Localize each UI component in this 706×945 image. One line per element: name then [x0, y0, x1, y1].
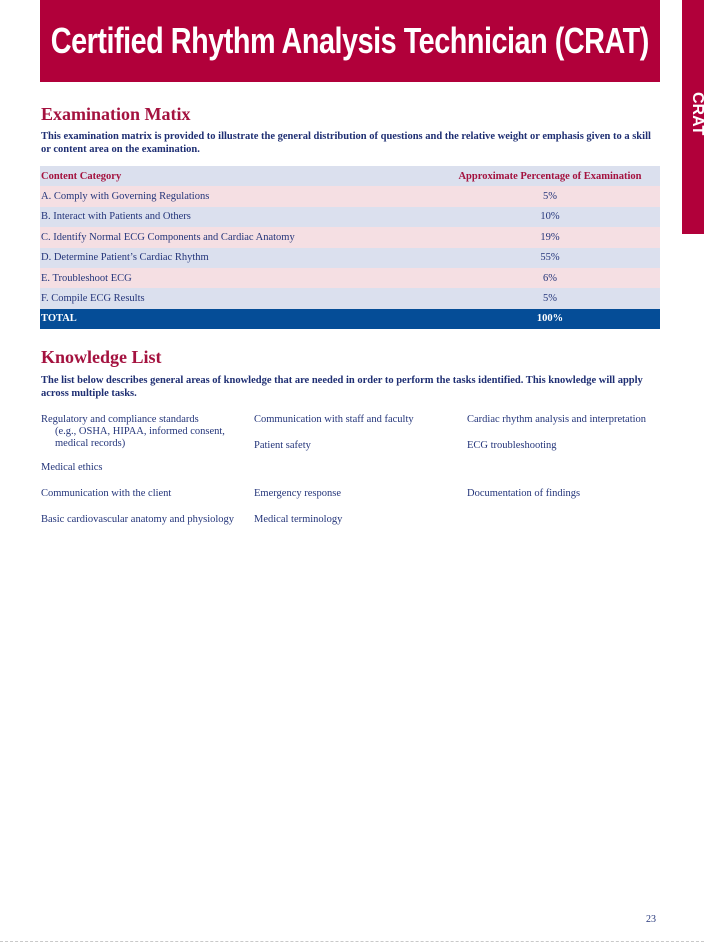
knowledge-item-label: Regulatory and compliance standards [41, 414, 199, 425]
column-header-percentage: Approximate Percentage of Examination [458, 170, 642, 182]
title-banner [40, 0, 660, 82]
total-percentage: 100% [536, 313, 564, 325]
category-cell: B. Interact with Patients and Others [41, 211, 191, 223]
category-cell: C. Identify Normal ECG Components and Cardiac Anatomy [41, 231, 295, 243]
list-item: Medical terminology [254, 514, 343, 525]
total-label: TOTAL [41, 313, 77, 325]
list-item: Documentation of findings [467, 488, 581, 499]
percentage-cell: 6% [543, 272, 557, 284]
list-item: Emergency response [254, 488, 341, 499]
percentage-cell: 55% [540, 252, 560, 264]
table-row [40, 248, 660, 268]
knowledge-list [41, 414, 661, 528]
list-item: ECG troubleshooting [467, 440, 557, 451]
table-total-row [40, 309, 660, 329]
list-item: Medical ethics [41, 462, 103, 473]
percentage-cell: 19% [540, 231, 560, 243]
knowledge-list-heading: Knowledge List [41, 347, 162, 367]
page-title: Certified Rhythm Analysis Technician (CRAT) [50, 20, 650, 61]
exam-matrix-table [40, 166, 660, 329]
category-cell: F. Compile ECG Results [41, 293, 145, 305]
exam-matrix-heading: Examination Matix [41, 104, 191, 124]
exam-matrix-intro: This examination matrix is provided to illustrate the general distribution of questions and the relative weight or emphasis given to a skill or content area on the examination. [41, 131, 651, 155]
page-number: 23 [646, 914, 656, 925]
table-row [40, 268, 660, 288]
bottom-divider [0, 941, 704, 942]
table-row [40, 227, 660, 247]
percentage-cell: 5% [543, 191, 557, 203]
category-cell: A. Comply with Governing Regulations [41, 191, 210, 203]
table-row [40, 288, 660, 308]
list-item: Patient safety [254, 440, 311, 451]
list-item: Cardiac rhythm analysis and interpretation [467, 414, 647, 425]
category-cell: E. Troubleshoot ECG [41, 272, 132, 284]
percentage-cell: 5% [543, 293, 557, 305]
side-section-tab [682, 0, 704, 234]
table-header-row [40, 166, 660, 186]
percentage-cell: 10% [540, 211, 560, 223]
list-item: Basic cardiovascular anatomy and physiology [41, 514, 235, 525]
table-row [40, 207, 660, 227]
category-cell: D. Determine Patient’s Cardiac Rhythm [41, 252, 209, 264]
list-item: Communication with staff and faculty [254, 414, 414, 425]
table-row [40, 186, 660, 206]
knowledge-item-detail: (e.g., OSHA, HIPAA, informed consent, medical records) [55, 426, 225, 449]
column-header-category: Content Category [41, 170, 122, 182]
list-item: Communication with the client [41, 488, 172, 499]
side-tab-label: CRAT [689, 92, 706, 136]
knowledge-list-intro: The list below describes general areas of knowledge that are needed in order to perform the tasks identified. This knowledge will apply across multiple tasks. [41, 375, 643, 399]
list-item [41, 414, 254, 450]
